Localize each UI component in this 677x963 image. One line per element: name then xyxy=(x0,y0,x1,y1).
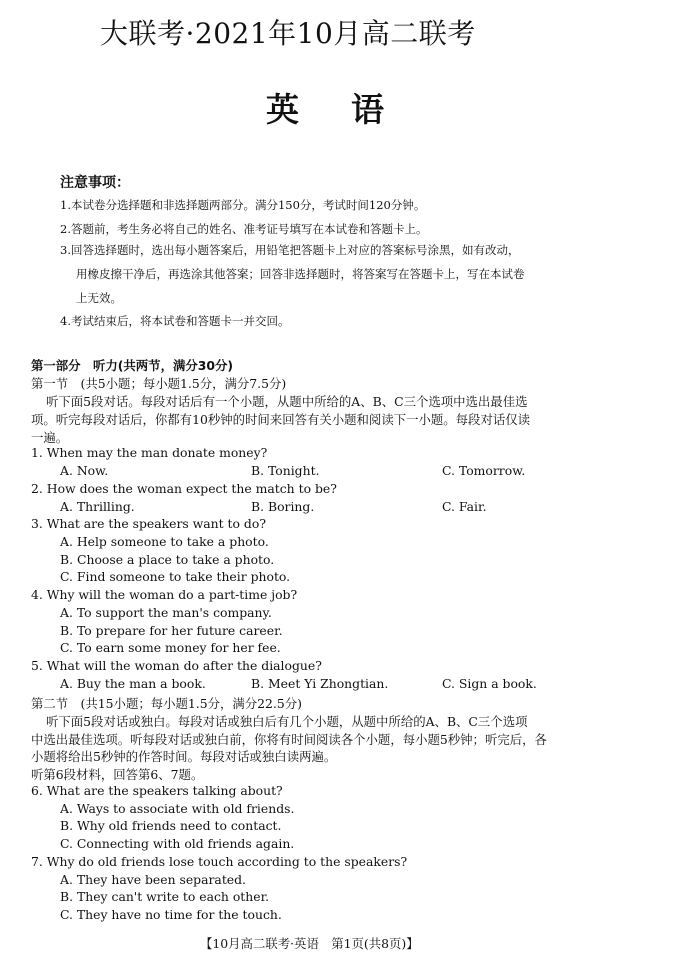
section1-instructions: 一遍。 xyxy=(31,430,69,445)
section1-title: 第一节 (共5小题；每小题1.5分，满分7.5分) xyxy=(31,376,287,391)
option-a: A. Help someone to take a photo. xyxy=(60,534,269,549)
question-7: 7. Why do old friends lose touch according to the speakers? xyxy=(31,854,408,869)
section1-instructions: 听下面5段对话。每段对话后有一个小题，从题中所给的A、B、C三个选项中选出最佳选 xyxy=(46,394,528,409)
section1-instructions: 项。听完每段对话后，你都有10秒钟的时间来回答有关小题和阅读下一小题。每段对话仅读 xyxy=(31,412,531,427)
option-c: C. Connecting with old friends again. xyxy=(60,836,295,851)
option-b: B. Choose a place to take a photo. xyxy=(60,552,275,567)
notice-item-continued: 上无效。 xyxy=(76,291,122,305)
notice-item: 1.本试卷分选择题和非选择题两部分。满分150分，考试时间120分钟。 xyxy=(60,198,426,212)
material-note: 听第6段材料，回答第6、7题。 xyxy=(31,767,204,782)
question-5: 5. What will the woman do after the dialogue? xyxy=(31,658,322,673)
notice-item-continued: 用橡皮擦干净后，再选涂其他答案；回答非选择题时，将答案写在答题卡上，写在本试卷 xyxy=(76,267,525,281)
option-c: C. Find someone to take their photo. xyxy=(60,569,291,584)
part1-title: 第一部分 听力(共两节，满分30分) xyxy=(31,358,234,373)
option-c: C. Fair. xyxy=(442,499,487,514)
notice-item: 4.考试结束后，将本试卷和答题卡一并交回。 xyxy=(60,314,290,328)
option-b: B. Tonight. xyxy=(251,463,320,478)
section2-instructions: 听下面5段对话或独白。每段对话或独白后有几个小题，从题中所给的A、B、C三个选项 xyxy=(46,714,528,729)
subject-title: 英语 xyxy=(266,90,436,129)
option-a: A. Now. xyxy=(60,463,109,478)
option-a: A. Buy the man a book. xyxy=(60,676,206,691)
notice-title: 注意事项： xyxy=(60,175,130,191)
option-b: B. They can't write to each other. xyxy=(60,889,270,904)
section2-instructions: 小题将给出5秒钟的作答时间。每段对话或独白读两遍。 xyxy=(31,749,337,764)
exam-header-title: 大联考·2021年10月高二联考 xyxy=(100,17,476,50)
option-b: B. Why old friends need to contact. xyxy=(60,818,282,833)
option-a: A. To support the man's company. xyxy=(60,605,272,620)
option-c: C. To earn some money for her fee. xyxy=(60,640,281,655)
option-b: B. Meet Yi Zhongtian. xyxy=(251,676,389,691)
option-a: A. Ways to associate with old friends. xyxy=(60,801,295,816)
option-c: C. Sign a book. xyxy=(442,676,537,691)
option-b: B. Boring. xyxy=(251,499,315,514)
question-2: 2. How does the woman expect the match to be? xyxy=(31,481,337,496)
option-a: A. Thrilling. xyxy=(60,499,135,514)
option-a: A. They have been separated. xyxy=(60,872,246,887)
question-6: 6. What are the speakers talking about? xyxy=(31,783,283,798)
option-c: C. Tomorrow. xyxy=(442,463,526,478)
question-1: 1. When may the man donate money? xyxy=(31,445,268,460)
question-3: 3. What are the speakers want to do? xyxy=(31,516,266,531)
notice-item: 3.回答选择题时，选出每小题答案后，用铅笔把答题卡上对应的答案标号涂黑，如有改动， xyxy=(60,243,520,257)
page-footer: 【10月高二联考·英语 第1页(共8页)】 xyxy=(200,936,419,951)
section2-instructions: 中选出最佳选项。听每段对话或独白前，你将有时间阅读各个小题，每小题5秒钟；听完后，各 xyxy=(31,732,547,747)
question-4: 4. Why will the woman do a part-time job? xyxy=(31,587,298,602)
option-b: B. To prepare for her future career. xyxy=(60,623,283,638)
option-c: C. They have no time for the touch. xyxy=(60,907,282,922)
section2-title: 第二节 (共15小题；每小题1.5分，满分22.5分) xyxy=(31,696,302,711)
notice-item: 2.答题前，考生务必将自己的姓名、准考证号填写在本试卷和答题卡上。 xyxy=(60,222,428,236)
